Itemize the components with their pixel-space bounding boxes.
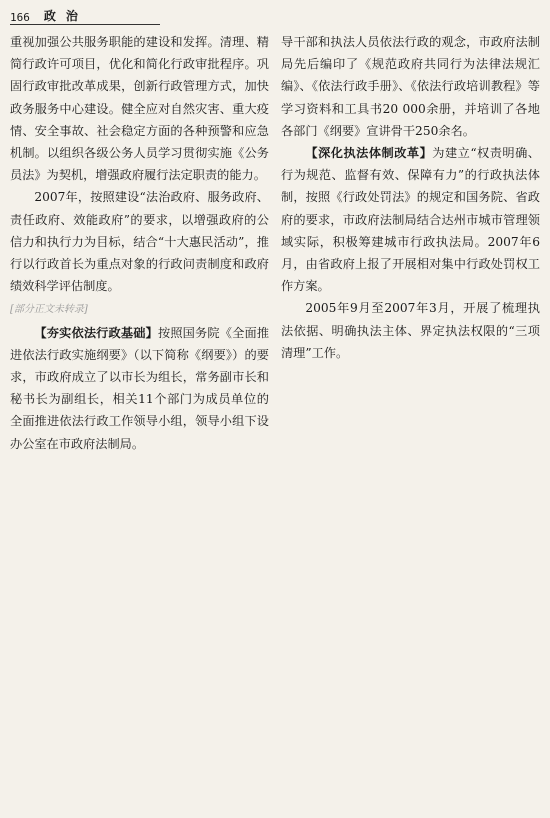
paragraph: 重视加强公共服务职能的建设和发挥。清理、精简行政许可项目，优化和简化行政审批程序。巩固行政审批改革成果，创新行政管理方式，加快政务服务中心建设。健全应对自然灾害、重大疫情、安全事故、社会稳定方面的各种预警和应急机制。以组织各级公务人员学习贯彻实施《公务员法》为契机，增强政府履行法定职责的能力。 xyxy=(10,35,269,183)
section-paragraph xyxy=(281,142,540,297)
section-body: 按照国务院《全面推进依法行政实施纲要》（以下简称《纲要》）的要求，市政府成立了以市长为组长，常务副市长和秘书长为副组长，相关11个部门为成员单位的全面推进依法行政工作领导小组，领导小组下设办公室在市政府法制局。 xyxy=(10,325,269,451)
section-heading: 【深化执法体制改革】 xyxy=(305,146,433,161)
paragraph: 2007年，按照建设“法治政府、服务政府、责任政府、效能政府”的要求，以增强政府的公信力和执行力为目标，结合“十大惠民活动”，推行以行政首长为重点对象的行政问责制度和政府绩效科学评估制度。 xyxy=(10,190,269,294)
omitted-marker: [部分正文未转录] xyxy=(10,304,88,316)
right-column xyxy=(281,31,540,817)
left-column xyxy=(10,31,269,817)
section-body: 为建立“权责明确、行为规范、监督有效、保障有力”的行政执法体制，按照《行政处罚法》的规定和国务院、省政府的要求，市政府法制局结合达州市城市管理领域实际，积极筹建城市行政执法局。2007年6月，由省政府上报了开展相对集中行政处罚权工作方案。 xyxy=(281,146,540,294)
section-paragraph xyxy=(10,322,269,455)
running-header xyxy=(10,6,160,25)
section-heading: 【夯实依法行政基础】 xyxy=(34,325,158,340)
omitted-note xyxy=(10,297,269,321)
paragraph: 2005年9月至2007年3月，开展了梳理执法依据、明确执法主体、界定执法权限的“三项清理”工作。 xyxy=(281,301,540,360)
paragraph: 导干部和执法人员依法行政的观念，市政府法制局先后编印了《规范政府共同行为法律法规汇编》、《依法行政手册》、《依法行政培训教程》等学习资料和工具书20 000余册，并培训了各地各部门《纲要》宣讲骨干250余名。 xyxy=(281,35,540,138)
page-number: 166 xyxy=(10,11,30,24)
section-title: 政治 xyxy=(43,9,88,23)
two-column-body xyxy=(10,31,540,817)
